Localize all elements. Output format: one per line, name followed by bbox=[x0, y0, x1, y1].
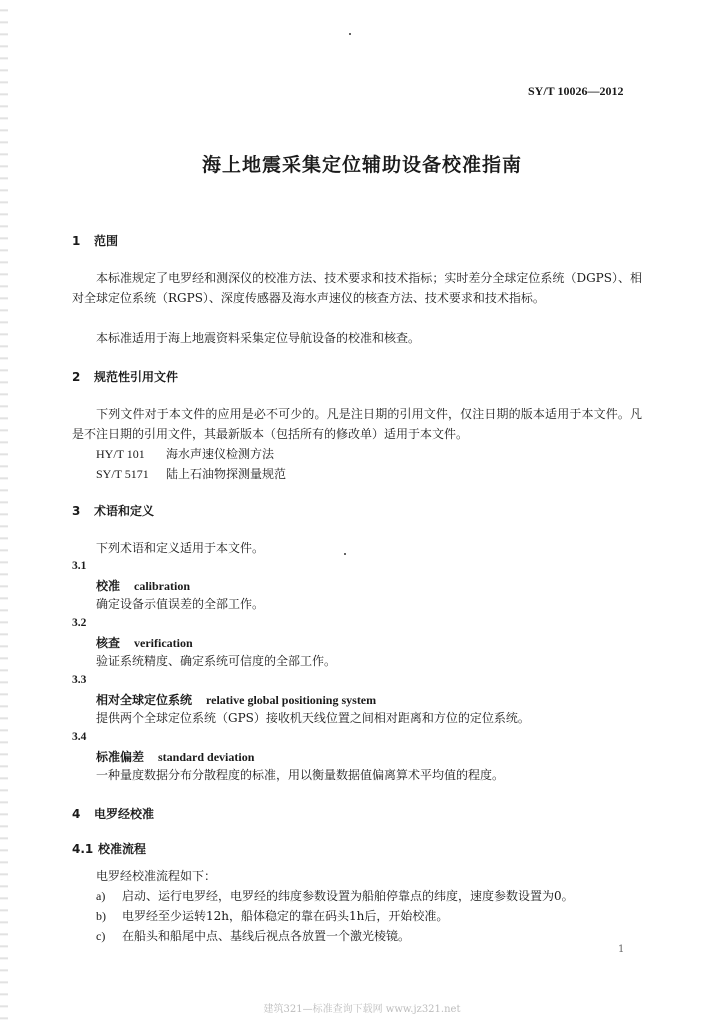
term-name bbox=[96, 577, 190, 594]
paragraph-text: 本标准适用于海上地震资料采集定位导航设备的校准和核查。 bbox=[96, 331, 421, 345]
section-title: 规范性引用文件 bbox=[94, 370, 179, 384]
term-name bbox=[96, 691, 376, 708]
list-text: 在船头和船尾中点、基线后视点各放置一个激光棱镜。 bbox=[122, 929, 411, 943]
list-text: 电罗经至少运转12h，船体稳定的靠在码头1h后，开始校准。 bbox=[122, 909, 449, 923]
list-marker: c) bbox=[96, 929, 106, 943]
reference-title: 海水声速仪检测方法 bbox=[166, 447, 275, 461]
term-definition: 一种量度数据分布分散程度的标准，用以衡量数据值偏离算术平均值的程度。 bbox=[96, 768, 505, 782]
reference-item bbox=[96, 464, 286, 484]
reference-code: SY/T 5171 bbox=[96, 467, 149, 481]
section-3-heading bbox=[72, 502, 154, 519]
section-title: 术语和定义 bbox=[94, 504, 155, 518]
term-definition: 验证系统精度、确定系统可信度的全部工作。 bbox=[96, 654, 337, 668]
section-number: 4 bbox=[72, 807, 81, 821]
term-number: 3.2 bbox=[72, 617, 87, 629]
section-3-intro: 下列术语和定义适用于本文件。 bbox=[96, 541, 265, 555]
standard-code: SY/T 10026—2012 bbox=[528, 84, 624, 98]
term-cn: 校准 bbox=[96, 579, 121, 593]
scan-speck bbox=[349, 33, 351, 35]
term-number: 3.1 bbox=[72, 560, 87, 572]
section-4-heading bbox=[72, 805, 154, 822]
section-2-heading bbox=[72, 368, 178, 385]
term-definition: 确定设备示值误差的全部工作。 bbox=[96, 597, 265, 611]
list-text: 启动、运行电罗经，电罗经的纬度参数设置为船舶停靠点的纬度，速度参数设置为0。 bbox=[122, 889, 574, 903]
section-number: 2 bbox=[72, 370, 81, 384]
term-number: 3.4 bbox=[72, 731, 87, 743]
subsection-4-1-heading bbox=[72, 840, 146, 857]
term-name bbox=[96, 634, 193, 651]
section-number: 3 bbox=[72, 504, 81, 518]
paragraph-text: 本标准规定了电罗经和测深仪的校准方法、技术要求和技术指标；实时差分全球定位系统（DGPS）、相对全球定位系统（RGPS）、深度传感器及海水声速仪的核查方法、技术要求和技术指标。 bbox=[72, 271, 642, 305]
section-4-intro: 电罗经校准流程如下： bbox=[96, 869, 217, 883]
section-1-paragraph-1 bbox=[72, 268, 642, 308]
term-cn: 核查 bbox=[96, 636, 121, 650]
list-item bbox=[96, 886, 574, 906]
reference-code: HY/T 101 bbox=[96, 447, 145, 461]
section-title: 范围 bbox=[94, 234, 119, 248]
term-en: standard deviation bbox=[158, 750, 255, 764]
term-definition: 提供两个全球定位系统（GPS）接收机天线位置之间相对距离和方位的定位系统。 bbox=[96, 711, 530, 725]
reference-item bbox=[96, 444, 274, 464]
term-name bbox=[96, 748, 254, 765]
paragraph-text: 下列文件对于本文件的应用是必不可少的。凡是注日期的引用文件，仅注日期的版本适用于本文件。凡是不注日期的引用文件，其最新版本（包括所有的修改单）适用于本文件。 bbox=[72, 407, 642, 441]
list-marker: b) bbox=[96, 909, 106, 923]
term-cn: 相对全球定位系统 bbox=[96, 693, 193, 707]
scan-speck bbox=[344, 553, 346, 555]
list-item bbox=[96, 906, 448, 926]
section-title: 电罗经校准 bbox=[94, 807, 155, 821]
term-en: verification bbox=[134, 636, 193, 650]
document-title: 海上地震采集定位辅助设备校准指南 bbox=[201, 154, 522, 176]
term-number: 3.3 bbox=[72, 674, 87, 686]
term-en: calibration bbox=[134, 579, 191, 593]
list-item bbox=[96, 926, 410, 946]
section-1-heading bbox=[72, 232, 118, 249]
page-number: 1 bbox=[618, 944, 625, 955]
subsection-number: 4.1 bbox=[72, 842, 94, 856]
section-number: 1 bbox=[72, 234, 81, 248]
list-marker: a) bbox=[96, 889, 106, 903]
term-en: relative global positioning system bbox=[206, 693, 377, 707]
section-2-paragraph-1 bbox=[72, 404, 642, 444]
subsection-title: 校准流程 bbox=[98, 842, 147, 856]
watermark: 建筑321—标准查询下载网 www.jz321.net bbox=[263, 1004, 461, 1015]
section-1-paragraph-2 bbox=[72, 328, 642, 348]
reference-title: 陆上石油物探测量规范 bbox=[166, 467, 287, 481]
term-cn: 标准偏差 bbox=[96, 750, 145, 764]
